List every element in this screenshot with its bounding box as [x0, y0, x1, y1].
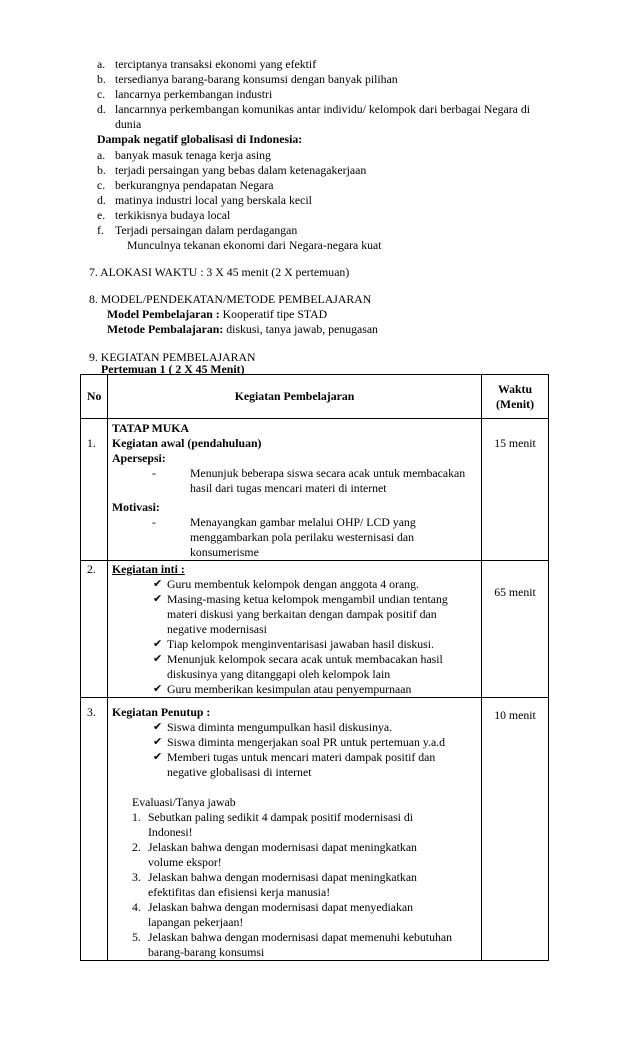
header-waktu: [482, 375, 549, 419]
table-row: [81, 561, 549, 698]
row-duration: 65 menit: [482, 561, 549, 698]
list-text: banyak masuk tenaga kerja asing: [115, 148, 271, 162]
list-marker: e.: [97, 208, 106, 222]
check-mark-icon: ✔: [153, 593, 163, 605]
item-line: diskusinya yang ditanggapi oleh kelompok lain: [167, 667, 391, 681]
model-label: Model Pembelajaran :: [107, 307, 220, 321]
row-number: 1.: [81, 419, 108, 561]
list-marker: b.: [97, 163, 106, 177]
item-line: hasil dari tugas mencari materi di internet: [190, 481, 387, 495]
check-mark-icon: ✔: [153, 638, 163, 650]
section-8-title: 8. MODEL/PENDEKATAN/METODE PEMBELAJARAN: [89, 292, 372, 306]
list-text: terkikisnya budaya local: [115, 208, 231, 222]
model-pembelajaran-line: [107, 307, 327, 322]
list-marker: a.: [97, 57, 106, 71]
dash-marker: -: [152, 515, 156, 529]
row-duration: 15 menit: [482, 419, 549, 561]
item-line: Siswa diminta mengumpulkan hasil diskusinya.: [167, 720, 393, 734]
item-line: konsumerisme: [190, 545, 259, 559]
item-line: Menunjuk kelompok secara acak untuk membacakan hasil: [167, 652, 443, 666]
header-waktu-line1: Waktu: [497, 381, 533, 396]
item-line: Sebutkan paling sedikit 4 dampak positif modernisasi di: [148, 810, 414, 824]
list-text: terciptanya transaksi ekonomi yang efektif: [115, 57, 317, 71]
checklist-item: [112, 637, 481, 652]
item-line: Guru memberikan kesimpulan atau penyempurnaan: [167, 682, 412, 696]
check-mark-icon: ✔: [153, 751, 163, 763]
item-line: Jelaskan bahwa dengan modernisasi dapat memenuhi kebutuhan: [148, 930, 453, 944]
model-value: Kooperatif tipe STAD: [222, 307, 328, 321]
checklist-item: [112, 652, 481, 682]
table-row: [81, 698, 549, 961]
kegiatan-awal-label: Kegiatan awal (pendahuluan): [112, 436, 262, 450]
row-duration: 10 menit: [482, 698, 549, 961]
evaluasi-label: Evaluasi/Tanya jawab: [132, 795, 236, 809]
list-marker: f.: [97, 223, 104, 237]
question-number: 4.: [132, 900, 141, 914]
dash-marker: -: [152, 466, 156, 480]
item-line: barang-barang konsumsi: [148, 945, 265, 959]
apersepsi-label: Apersepsi:: [112, 451, 166, 465]
item-line: Tiap kelompok menginventarisasi jawaban hasil diskusi.: [167, 637, 434, 651]
item-line: Memberi tugas untuk mencari materi dampak positif dan: [167, 750, 436, 764]
kegiatan-inti-label: Kegiatan inti :: [112, 562, 185, 576]
list-text: lancarnnya perkembangan komunikas antar individu/ kelompok dari berbagai Negara di: [115, 102, 531, 116]
table-row: [81, 419, 549, 561]
motivasi-label: Motivasi:: [112, 500, 160, 514]
question-item: [112, 900, 481, 930]
metode-value: diskusi, tanya jawab, penugasan: [226, 322, 378, 336]
question-item: [112, 870, 481, 900]
list-text: tersedianya barang-barang konsumsi dengan banyak pilihan: [115, 72, 398, 86]
question-item: [112, 840, 481, 870]
section-9-title: 9. KEGIATAN PEMBELAJARAN: [89, 350, 256, 364]
apersepsi-item: [152, 466, 481, 496]
checklist-item: [112, 577, 481, 592]
negative-impact-heading: Dampak negatif globalisasi di Indonesia:: [97, 132, 303, 146]
check-mark-icon: ✔: [153, 683, 163, 695]
metode-pembelajaran-line: [107, 322, 378, 337]
checklist-item: [112, 682, 481, 697]
row-activity-cell: [108, 419, 482, 561]
item-line: Jelaskan bahwa dengan modernisasi dapat meningkatkan: [148, 840, 417, 854]
check-mark-icon: ✔: [153, 578, 163, 590]
check-mark-icon: ✔: [153, 653, 163, 665]
item-line: negative modernisasi: [167, 622, 267, 636]
metode-label: Metode Pembalajaran:: [107, 322, 224, 336]
table-header-row: [81, 375, 549, 419]
question-item: [112, 930, 481, 960]
motivasi-item: [152, 515, 481, 560]
item-line: materi diskusi yang berkaitan dengan dampak positif dan: [167, 607, 437, 621]
row-activity-cell: [108, 698, 482, 961]
checklist-item: [112, 735, 481, 750]
row-number: 3.: [81, 698, 108, 961]
item-line: Indonesi!: [148, 825, 193, 839]
item-line: Masing-masing ketua kelompok mengambil undian tentang: [167, 592, 448, 606]
pertemuan-subtitle: Pertemuan 1 ( 2 X 45 Menit): [101, 362, 245, 376]
list-marker: a.: [97, 148, 106, 162]
kegiatan-penutup-label: Kegiatan Penutup :: [112, 705, 211, 719]
list-text-continuation: dunia: [115, 117, 142, 131]
header-no: No: [81, 375, 108, 419]
list-text: matinya industri local yang berskala kecil: [115, 193, 312, 207]
question-item: [112, 810, 481, 840]
list-extra-line: Munculnya tekanan ekonomi dari Negara-negara kuat: [127, 238, 382, 252]
question-number: 2.: [132, 840, 141, 854]
list-text: lancarnya perkembangan industri: [115, 87, 273, 101]
list-text: berkurangnya pendapatan Negara: [115, 178, 274, 192]
kegiatan-table: [80, 374, 549, 961]
row-activity-cell: [108, 561, 482, 698]
item-line: volume ekspor!: [148, 855, 222, 869]
tatap-muka-label: TATAP MUKA: [112, 421, 190, 435]
check-mark-icon: ✔: [153, 736, 163, 748]
item-line: menggambarkan pola perilaku westernisasi dan: [190, 530, 415, 544]
question-number: 1.: [132, 810, 141, 824]
list-marker: d.: [97, 102, 106, 116]
row-number: 2.: [81, 561, 108, 698]
item-line: Siswa diminta mengerjakan soal PR untuk pertemuan y.a.d: [167, 735, 446, 749]
list-marker: b.: [97, 72, 106, 86]
list-marker: c.: [97, 178, 106, 192]
checklist-item: [112, 750, 481, 780]
header-waktu-line2: (Menit): [496, 396, 534, 411]
item-line: efektifitas dan efisiensi kerja manusia!: [148, 885, 331, 899]
list-text: terjadi persaingan yang bebas dalam ketenagakerjaan: [115, 163, 367, 177]
check-mark-icon: ✔: [153, 721, 163, 733]
header-kegiatan: Kegiatan Pembelajaran: [108, 375, 482, 419]
question-number: 3.: [132, 870, 141, 884]
item-line: lapangan pekerjaan!: [148, 915, 244, 929]
checklist-item: [112, 592, 481, 637]
question-number: 5.: [132, 930, 141, 944]
item-line: negative globalisasi di internet: [167, 765, 312, 779]
list-marker: d.: [97, 193, 106, 207]
item-line: Menunjuk beberapa siswa secara acak untuk membacakan: [190, 466, 466, 480]
item-line: Menayangkan gambar melalui OHP/ LCD yang: [190, 515, 416, 529]
checklist-item: [112, 720, 481, 735]
item-line: Jelaskan bahwa dengan modernisasi dapat menyediakan: [148, 900, 414, 914]
item-line: Guru membentuk kelompok dengan anggota 4 orang.: [167, 577, 419, 591]
list-text: Terjadi persaingan dalam perdagangan: [115, 223, 298, 237]
item-line: Jelaskan bahwa dengan modernisasi dapat meningkatkan: [148, 870, 417, 884]
list-marker: c.: [97, 87, 106, 101]
section-7-alokasi-waktu: 7. ALOKASI WAKTU : 3 X 45 menit (2 X pertemuan): [89, 265, 350, 279]
